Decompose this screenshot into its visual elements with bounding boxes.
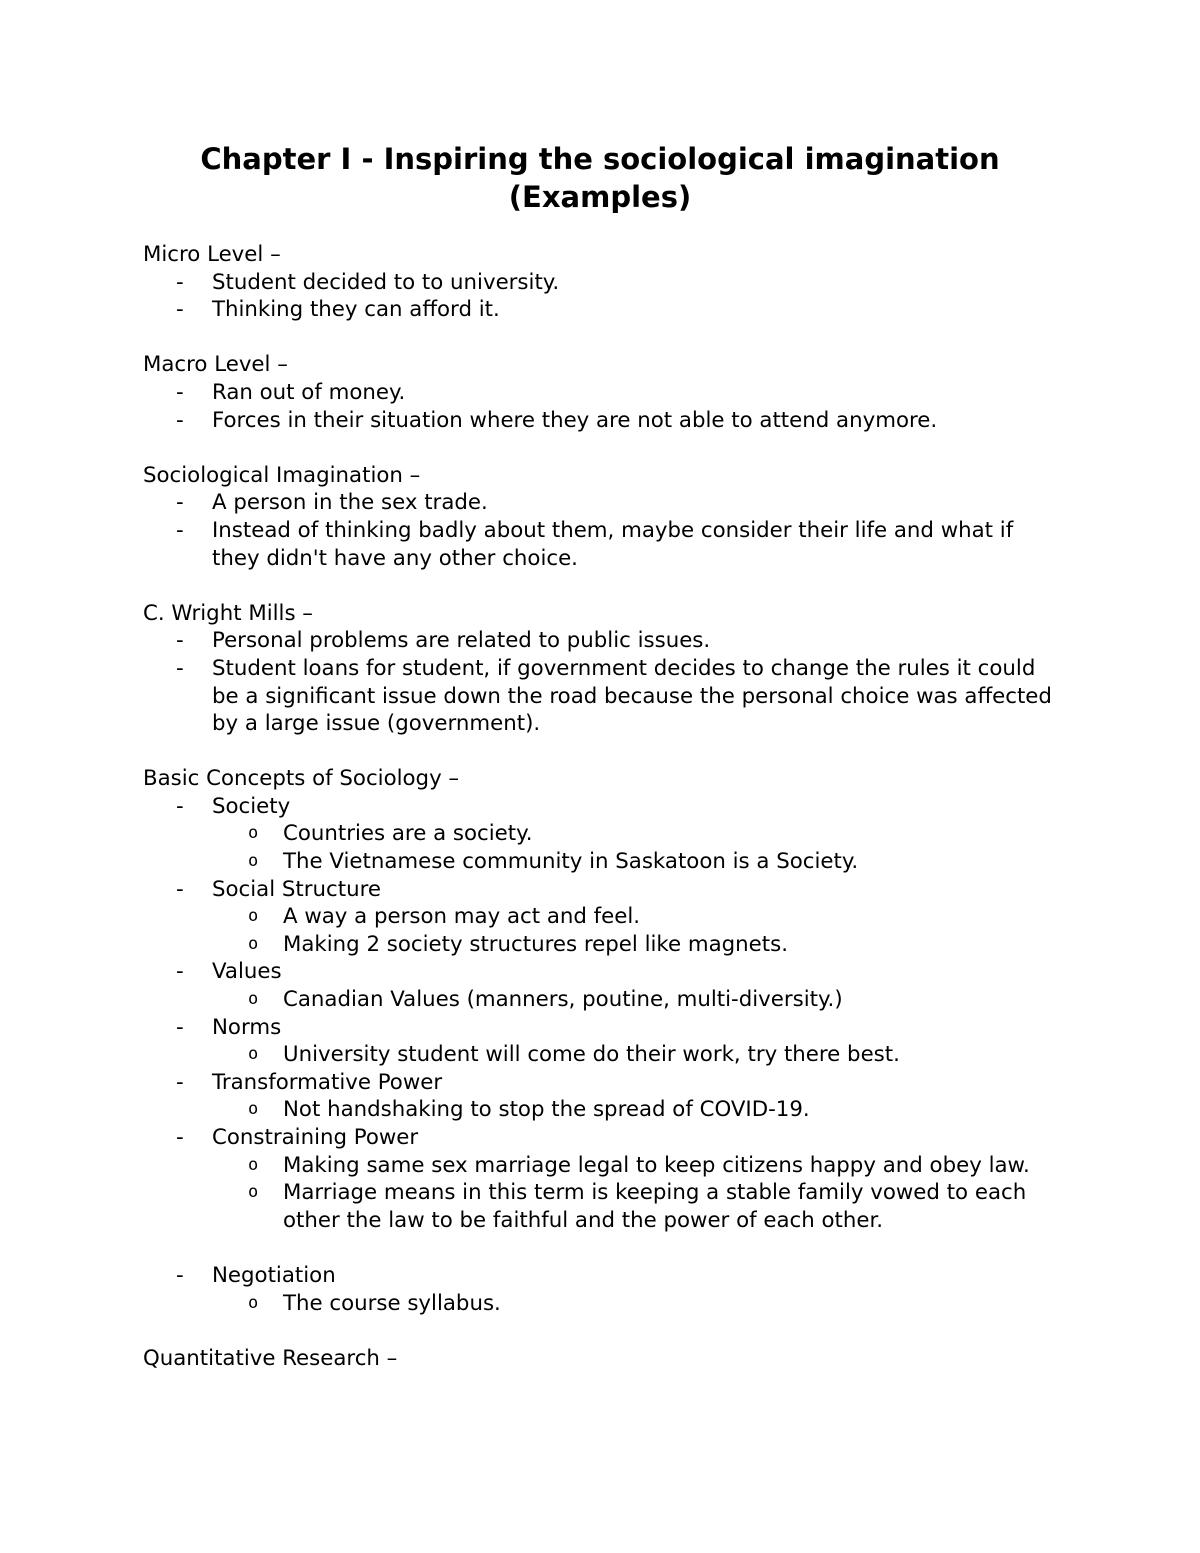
sub-list-item xyxy=(143,931,1063,959)
list-item-text: Student loans for student, if government decides to change the rules it could be a significant issue down the road because the personal choice was affected by a large issue (government). xyxy=(212,655,1052,737)
dash-bullet-icon: - xyxy=(176,297,184,323)
dash-bullet-icon: - xyxy=(176,655,184,681)
list-item-text: Values xyxy=(212,959,282,985)
sub-bullet-list xyxy=(212,1096,1063,1124)
sub-list-item-text: University student will come do their work, try there best. xyxy=(283,1042,900,1068)
sub-list-item-text: Countries are a society. xyxy=(283,821,533,847)
list-item-text: Personal problems are related to public issues. xyxy=(212,628,711,654)
section-heading: Sociological Imagination – xyxy=(143,462,421,488)
list-item-text: Ran out of money. xyxy=(212,379,406,405)
list-item-values xyxy=(143,958,1063,1013)
sub-bullet-list xyxy=(212,903,1063,958)
list-item xyxy=(143,379,1063,407)
list-item-norms xyxy=(143,1014,1063,1069)
list-item-text: Forces in their situation where they are not able to attend anymore. xyxy=(212,407,938,433)
section-heading: Macro Level – xyxy=(143,352,288,378)
list-item-text: A person in the sex trade. xyxy=(212,490,488,516)
circle-bullet-icon: o xyxy=(248,823,259,844)
dash-bullet-icon: - xyxy=(176,379,184,405)
list-item xyxy=(143,627,1063,655)
sub-list-item-text: The Vietnamese community in Saskatoon is a Society. xyxy=(283,849,859,875)
section-c-wright-mills xyxy=(143,600,1063,738)
dash-bullet-icon: - xyxy=(176,1069,184,1095)
dash-bullet-icon: - xyxy=(176,1262,184,1288)
sub-bullet-list xyxy=(212,820,1063,875)
page-title: Chapter I - Inspiring the sociological imagination (Examples) xyxy=(200,142,1000,214)
dash-bullet-icon: - xyxy=(176,269,184,295)
list-item xyxy=(143,407,1063,435)
section-heading: Basic Concepts of Sociology – xyxy=(143,766,460,792)
list-item xyxy=(143,655,1063,738)
sub-list-item-text: Making same sex marriage legal to keep citizens happy and obey law. xyxy=(283,1152,1030,1178)
dash-bullet-icon: - xyxy=(176,959,184,985)
list-item-negotiation xyxy=(143,1262,1063,1317)
sub-list-item-text: Marriage means in this term is keeping a stable family vowed to each other the law to be faithful and the power of each other. xyxy=(283,1180,1027,1233)
list-item xyxy=(143,296,1063,324)
list-item-text: Instead of thinking badly about them, maybe consider their life and what if they didn't have any other choice. xyxy=(212,517,1014,571)
sub-list-item-text: Canadian Values (manners, poutine, multi-diversity.) xyxy=(283,987,843,1013)
section-quantitative-research xyxy=(143,1345,1063,1373)
list-item-text: Thinking they can afford it. xyxy=(212,297,500,323)
sub-list-item xyxy=(143,1290,1063,1318)
sub-list-item-text: The course syllabus. xyxy=(283,1290,501,1316)
dash-bullet-icon: - xyxy=(176,517,184,543)
dash-bullet-icon: - xyxy=(176,793,184,819)
dash-bullet-icon: - xyxy=(176,876,184,902)
dash-bullet-icon: - xyxy=(176,407,184,433)
dash-bullet-icon: - xyxy=(176,490,184,516)
document-body xyxy=(143,241,1063,1400)
circle-bullet-icon: o xyxy=(248,1099,259,1120)
circle-bullet-icon: o xyxy=(248,1292,259,1313)
circle-bullet-icon: o xyxy=(248,1182,259,1203)
circle-bullet-icon: o xyxy=(248,906,259,927)
list-item-social-structure xyxy=(143,876,1063,959)
list-item xyxy=(143,517,1063,572)
sub-list-item-text: Making 2 society structures repel like magnets. xyxy=(283,931,788,957)
sub-list-item xyxy=(143,1179,1063,1234)
list-item-text: Society xyxy=(212,793,291,819)
dash-bullet-icon: - xyxy=(176,1125,184,1150)
sub-bullet-list xyxy=(212,1041,1063,1069)
list-item-society xyxy=(143,793,1063,876)
sub-list-item-text: Not handshaking to stop the spread of COVID-19. xyxy=(283,1097,810,1123)
sub-list-item xyxy=(143,1096,1063,1124)
list-item-transformative-power xyxy=(143,1069,1063,1124)
sub-list-item-text: A way a person may act and feel. xyxy=(283,904,641,930)
list-item-text: Student decided to to university. xyxy=(212,269,560,295)
section-micro-level xyxy=(143,241,1063,324)
list-item-text: Transformative Power xyxy=(212,1069,443,1095)
list-item-constraining-power xyxy=(143,1124,1063,1234)
sub-list-item xyxy=(143,986,1063,1014)
circle-bullet-icon: o xyxy=(248,989,259,1010)
section-sociological-imagination xyxy=(143,462,1063,572)
bullet-list xyxy=(143,379,1063,434)
section-macro-level xyxy=(143,351,1063,434)
sub-bullet-list xyxy=(212,1152,1063,1235)
dash-bullet-icon: - xyxy=(176,628,184,654)
section-basic-concepts xyxy=(143,765,1063,1317)
sub-list-item xyxy=(143,820,1063,848)
list-item-text: Negotiation xyxy=(212,1262,336,1288)
bullet-list xyxy=(143,793,1063,1317)
list-item-text: Constraining Power xyxy=(212,1125,419,1150)
list-item-text: Norms xyxy=(212,1014,282,1040)
section-heading: C. Wright Mills – xyxy=(143,600,313,626)
sub-list-item xyxy=(143,903,1063,931)
sub-bullet-list xyxy=(212,986,1063,1014)
section-heading: Quantitative Research – xyxy=(143,1345,398,1371)
dash-bullet-icon: - xyxy=(176,1014,184,1040)
circle-bullet-icon: o xyxy=(248,1044,259,1065)
circle-bullet-icon: o xyxy=(248,851,259,872)
bullet-list xyxy=(143,269,1063,324)
list-item-text: Social Structure xyxy=(212,876,381,902)
section-heading: Micro Level – xyxy=(143,242,281,267)
list-item xyxy=(143,489,1063,517)
sub-bullet-list xyxy=(212,1290,1063,1318)
bullet-list xyxy=(143,627,1063,737)
sub-list-item xyxy=(143,1152,1063,1180)
circle-bullet-icon: o xyxy=(248,1154,259,1175)
bullet-list xyxy=(143,489,1063,572)
sub-list-item xyxy=(143,848,1063,876)
list-item xyxy=(143,269,1063,297)
circle-bullet-icon: o xyxy=(248,933,259,954)
sub-list-item xyxy=(143,1041,1063,1069)
